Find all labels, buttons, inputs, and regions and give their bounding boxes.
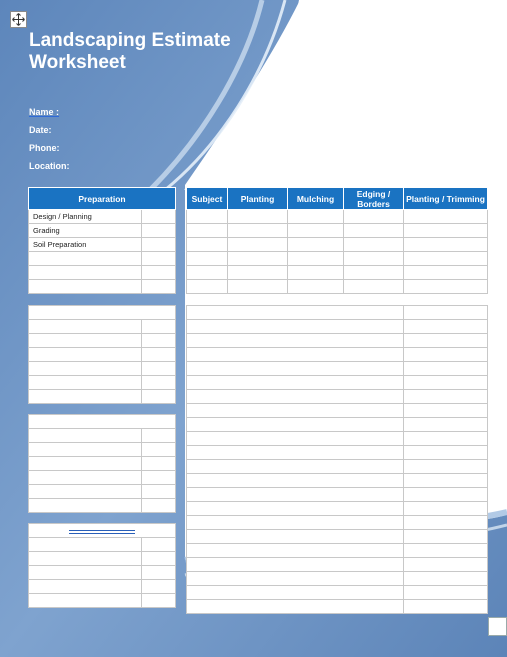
table-cell[interactable]	[142, 210, 176, 224]
selection-underline	[69, 530, 135, 531]
prep-item-grading[interactable]: Grading	[29, 224, 142, 238]
table-cell[interactable]	[187, 418, 404, 432]
table-cell[interactable]	[344, 210, 404, 224]
table-cell[interactable]	[288, 210, 344, 224]
header-planting-trimming: Planting / Trimming	[404, 188, 488, 210]
table-cell[interactable]	[142, 348, 176, 362]
table-cell[interactable]	[404, 376, 488, 390]
table-cell[interactable]	[142, 390, 176, 404]
table-cell[interactable]	[228, 224, 288, 238]
table-cell[interactable]	[142, 538, 176, 552]
table-cell[interactable]	[142, 499, 176, 513]
table-cell[interactable]	[187, 586, 404, 600]
header-subject: Subject	[187, 188, 228, 210]
table-cell[interactable]	[404, 586, 488, 600]
table-cell[interactable]	[404, 544, 488, 558]
table-cell[interactable]	[404, 418, 488, 432]
table-cell[interactable]	[187, 390, 404, 404]
left-section-4[interactable]	[28, 523, 176, 608]
table-cell[interactable]	[288, 266, 344, 280]
table-cell[interactable]	[29, 471, 142, 485]
table-cell[interactable]	[29, 252, 142, 266]
table-cell[interactable]	[29, 362, 142, 376]
table-cell[interactable]	[29, 376, 142, 390]
table-cell[interactable]	[142, 334, 176, 348]
table-cell[interactable]	[187, 224, 228, 238]
date-label[interactable]: Date:	[29, 125, 52, 135]
table-cell[interactable]	[142, 429, 176, 443]
table-cell[interactable]	[29, 415, 176, 429]
table-cell[interactable]	[404, 238, 488, 252]
table-cell[interactable]	[142, 266, 176, 280]
preparation-header: Preparation	[29, 188, 176, 210]
table-cell[interactable]	[187, 376, 404, 390]
title-line-2: Worksheet	[29, 52, 126, 73]
table-cell[interactable]	[404, 530, 488, 544]
header-mulching: Mulching	[288, 188, 344, 210]
table-cell[interactable]	[29, 485, 142, 499]
table-cell[interactable]	[187, 362, 404, 376]
table-cell[interactable]	[404, 446, 488, 460]
table-cell[interactable]	[228, 238, 288, 252]
table-cell[interactable]	[344, 224, 404, 238]
table-cell[interactable]	[29, 390, 142, 404]
table-cell[interactable]	[404, 306, 488, 320]
table-cell[interactable]	[404, 572, 488, 586]
table-cell[interactable]	[187, 446, 404, 460]
table-cell[interactable]	[187, 252, 228, 266]
table-cell[interactable]	[29, 499, 142, 513]
location-label[interactable]: Location:	[29, 161, 70, 171]
table-cell[interactable]	[142, 252, 176, 266]
table-cell[interactable]	[142, 580, 176, 594]
table-cell[interactable]	[187, 334, 404, 348]
prep-item-design[interactable]: Design / Planning	[29, 210, 142, 224]
table-cell[interactable]	[404, 404, 488, 418]
table-cell[interactable]	[142, 471, 176, 485]
table-cell[interactable]	[288, 252, 344, 266]
table-cell[interactable]	[29, 334, 142, 348]
table-cell[interactable]	[404, 362, 488, 376]
table-cell[interactable]	[142, 566, 176, 580]
table-cell[interactable]	[29, 566, 142, 580]
table-cell[interactable]	[187, 474, 404, 488]
table-cell[interactable]	[187, 238, 228, 252]
table-cell[interactable]	[228, 210, 288, 224]
table-cell[interactable]	[29, 594, 142, 608]
table-cell[interactable]	[404, 460, 488, 474]
worksheet-title	[29, 30, 231, 74]
table-cell[interactable]	[404, 488, 488, 502]
table-cell[interactable]	[187, 600, 404, 614]
table-cell[interactable]	[29, 320, 142, 334]
table-cell[interactable]	[344, 252, 404, 266]
table-cell[interactable]	[29, 552, 142, 566]
table-cell[interactable]	[288, 238, 344, 252]
table-cell[interactable]	[29, 306, 176, 320]
table-cell[interactable]	[344, 280, 404, 294]
prep-item-soil[interactable]: Soil Preparation	[29, 238, 142, 252]
table-cell[interactable]	[228, 280, 288, 294]
table-cell[interactable]	[187, 516, 404, 530]
table-cell[interactable]	[187, 432, 404, 446]
table-cell[interactable]	[404, 502, 488, 516]
table-cell[interactable]	[404, 224, 488, 238]
phone-label[interactable]: Phone:	[29, 143, 60, 153]
name-label[interactable]: Name :	[29, 107, 60, 117]
table-cell[interactable]	[404, 558, 488, 572]
estimate-table[interactable]	[186, 187, 488, 294]
table-cell[interactable]	[29, 443, 142, 457]
table-cell[interactable]	[404, 252, 488, 266]
table-cell[interactable]	[344, 238, 404, 252]
table-cell[interactable]	[187, 266, 228, 280]
table-cell[interactable]	[187, 544, 404, 558]
table-cell[interactable]	[142, 320, 176, 334]
title-line-1: Landscaping Estimate	[29, 30, 231, 51]
table-cell[interactable]	[404, 280, 488, 294]
table-cell[interactable]	[187, 558, 404, 572]
table-cell[interactable]	[29, 457, 142, 471]
selection-underline	[69, 533, 135, 534]
table-cell[interactable]	[404, 390, 488, 404]
table-cell[interactable]	[142, 376, 176, 390]
table-cell[interactable]	[228, 266, 288, 280]
table-cell[interactable]	[142, 362, 176, 376]
table-cell[interactable]	[142, 485, 176, 499]
table-cell[interactable]	[404, 266, 488, 280]
estimate-body-table[interactable]	[186, 305, 488, 614]
table-cell[interactable]	[142, 594, 176, 608]
table-cell[interactable]	[404, 334, 488, 348]
table-cell[interactable]	[187, 320, 404, 334]
table-move-handle[interactable]	[10, 11, 27, 28]
table-cell[interactable]	[29, 266, 142, 280]
table-cell[interactable]	[404, 516, 488, 530]
table-cell[interactable]	[404, 600, 488, 614]
move-arrows-icon	[12, 13, 25, 26]
table-cell[interactable]	[187, 404, 404, 418]
table-cell[interactable]	[404, 432, 488, 446]
table-cell[interactable]	[187, 460, 404, 474]
table-cell[interactable]	[142, 280, 176, 294]
table-cell[interactable]	[288, 224, 344, 238]
preparation-table[interactable]	[28, 187, 176, 294]
resize-handle[interactable]	[488, 617, 507, 636]
table-cell[interactable]	[29, 538, 142, 552]
table-cell[interactable]	[404, 320, 488, 334]
left-section-2[interactable]	[28, 305, 176, 404]
table-cell[interactable]	[29, 580, 142, 594]
table-cell[interactable]	[344, 266, 404, 280]
header-edging: Edging / Borders	[344, 188, 404, 210]
table-cell[interactable]	[142, 552, 176, 566]
table-cell[interactable]	[228, 252, 288, 266]
table-cell[interactable]	[142, 457, 176, 471]
table-cell[interactable]	[142, 224, 176, 238]
table-cell[interactable]	[404, 474, 488, 488]
table-cell[interactable]	[404, 210, 488, 224]
table-cell[interactable]	[187, 488, 404, 502]
table-cell[interactable]	[29, 280, 142, 294]
table-cell[interactable]	[288, 280, 344, 294]
header-planting: Planting	[228, 188, 288, 210]
table-cell[interactable]	[29, 429, 142, 443]
table-cell[interactable]	[404, 348, 488, 362]
table-cell[interactable]	[29, 348, 142, 362]
left-section-3[interactable]	[28, 414, 176, 513]
table-cell[interactable]	[187, 530, 404, 544]
table-cell[interactable]	[187, 210, 228, 224]
table-cell[interactable]	[187, 348, 404, 362]
table-cell[interactable]	[187, 572, 404, 586]
table-cell[interactable]	[187, 502, 404, 516]
table-cell[interactable]	[142, 443, 176, 457]
table-cell[interactable]	[187, 280, 228, 294]
table-cell[interactable]	[187, 306, 404, 320]
table-cell[interactable]	[142, 238, 176, 252]
